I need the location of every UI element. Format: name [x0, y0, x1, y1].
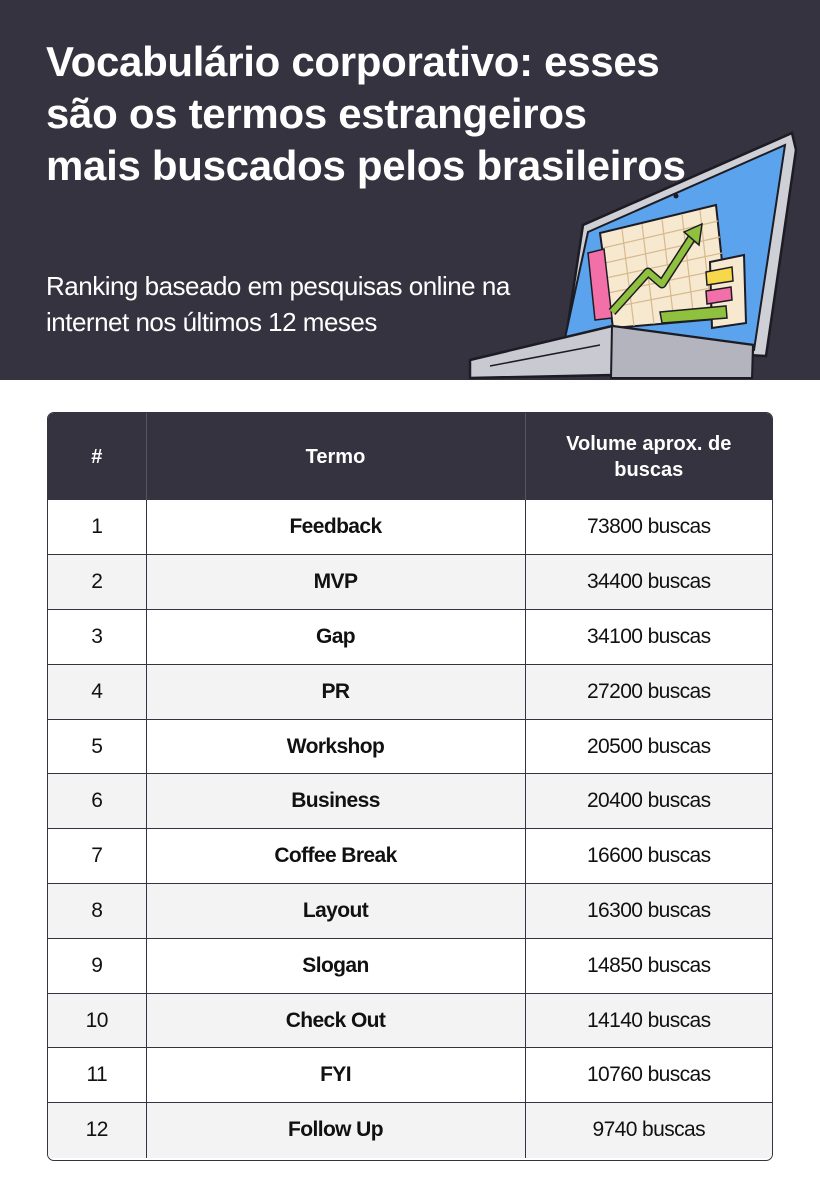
- term-cell: Slogan: [146, 938, 525, 993]
- volume-cell: 34100 buscas: [525, 610, 772, 665]
- header-banner: [0, 0, 820, 380]
- term-cell: Gap: [146, 610, 525, 665]
- rank-cell: 10: [48, 993, 146, 1048]
- term-cell: Follow Up: [146, 1103, 525, 1158]
- ranking-table: [47, 412, 773, 1161]
- column-header-rank: #: [48, 413, 146, 500]
- rank-cell: 5: [48, 719, 146, 774]
- table-row: [48, 719, 772, 774]
- table-row: [48, 610, 772, 665]
- term-cell: Workshop: [146, 719, 525, 774]
- volume-cell: 73800 buscas: [586, 515, 711, 539]
- volume-cell: 9740 buscas: [525, 1103, 772, 1158]
- table-row: [48, 884, 772, 939]
- rank-cell: 1: [48, 500, 146, 555]
- table-row: [48, 500, 772, 555]
- volume-cell: 10760 buscas: [525, 1048, 772, 1103]
- volume-cell: 34400 buscas: [525, 555, 772, 610]
- table-row: [48, 1048, 772, 1103]
- laptop-chart-illustration-icon: [0, 0, 820, 380]
- page-subtitle: Ranking baseado em pesquisas online na internet nos últimos 12 meses: [46, 271, 510, 337]
- term-cell: Check Out: [146, 993, 525, 1048]
- column-header-term: Termo: [146, 413, 525, 500]
- term-cell: Feedback: [146, 500, 525, 555]
- volume-cell: 20500 buscas: [525, 719, 772, 774]
- table-header-row: [48, 413, 772, 500]
- rank-cell: 12: [48, 1103, 146, 1158]
- rank-cell: 9: [48, 938, 146, 993]
- rank-cell: 4: [48, 664, 146, 719]
- volume-cell: 14140 buscas: [525, 993, 772, 1048]
- rank-cell: 6: [48, 774, 146, 829]
- term-cell: Layout: [146, 884, 525, 939]
- term-cell: FYI: [146, 1048, 525, 1103]
- rank-cell: 11: [48, 1048, 146, 1103]
- table-row: [48, 938, 772, 993]
- rank-cell: 8: [48, 884, 146, 939]
- volume-cell: 16600 buscas: [525, 829, 772, 884]
- volume-cell: 27200 buscas: [525, 664, 772, 719]
- term-cell: MVP: [146, 555, 525, 610]
- table-row: [48, 1103, 772, 1158]
- volume-cell: 20400 buscas: [525, 774, 772, 829]
- term-cell: Business: [146, 774, 525, 829]
- table-row: [48, 664, 772, 719]
- term-cell: PR: [146, 664, 525, 719]
- volume-cell: 14850 buscas: [525, 938, 772, 993]
- table-row: [48, 993, 772, 1048]
- table-row: [48, 829, 772, 884]
- rank-cell: 2: [48, 555, 146, 610]
- table-row: [48, 774, 772, 829]
- page-title: Vocabulário corporativo: esses são os termos estrangeiros mais buscados pelos brasileiros: [46, 38, 686, 189]
- term-cell: Coffee Break: [146, 829, 525, 884]
- rank-cell: 3: [48, 610, 146, 665]
- column-header-volume: Volume aprox. de buscas: [566, 432, 732, 481]
- rank-cell: 7: [48, 829, 146, 884]
- table-row: [48, 555, 772, 610]
- volume-cell: 16300 buscas: [525, 884, 772, 939]
